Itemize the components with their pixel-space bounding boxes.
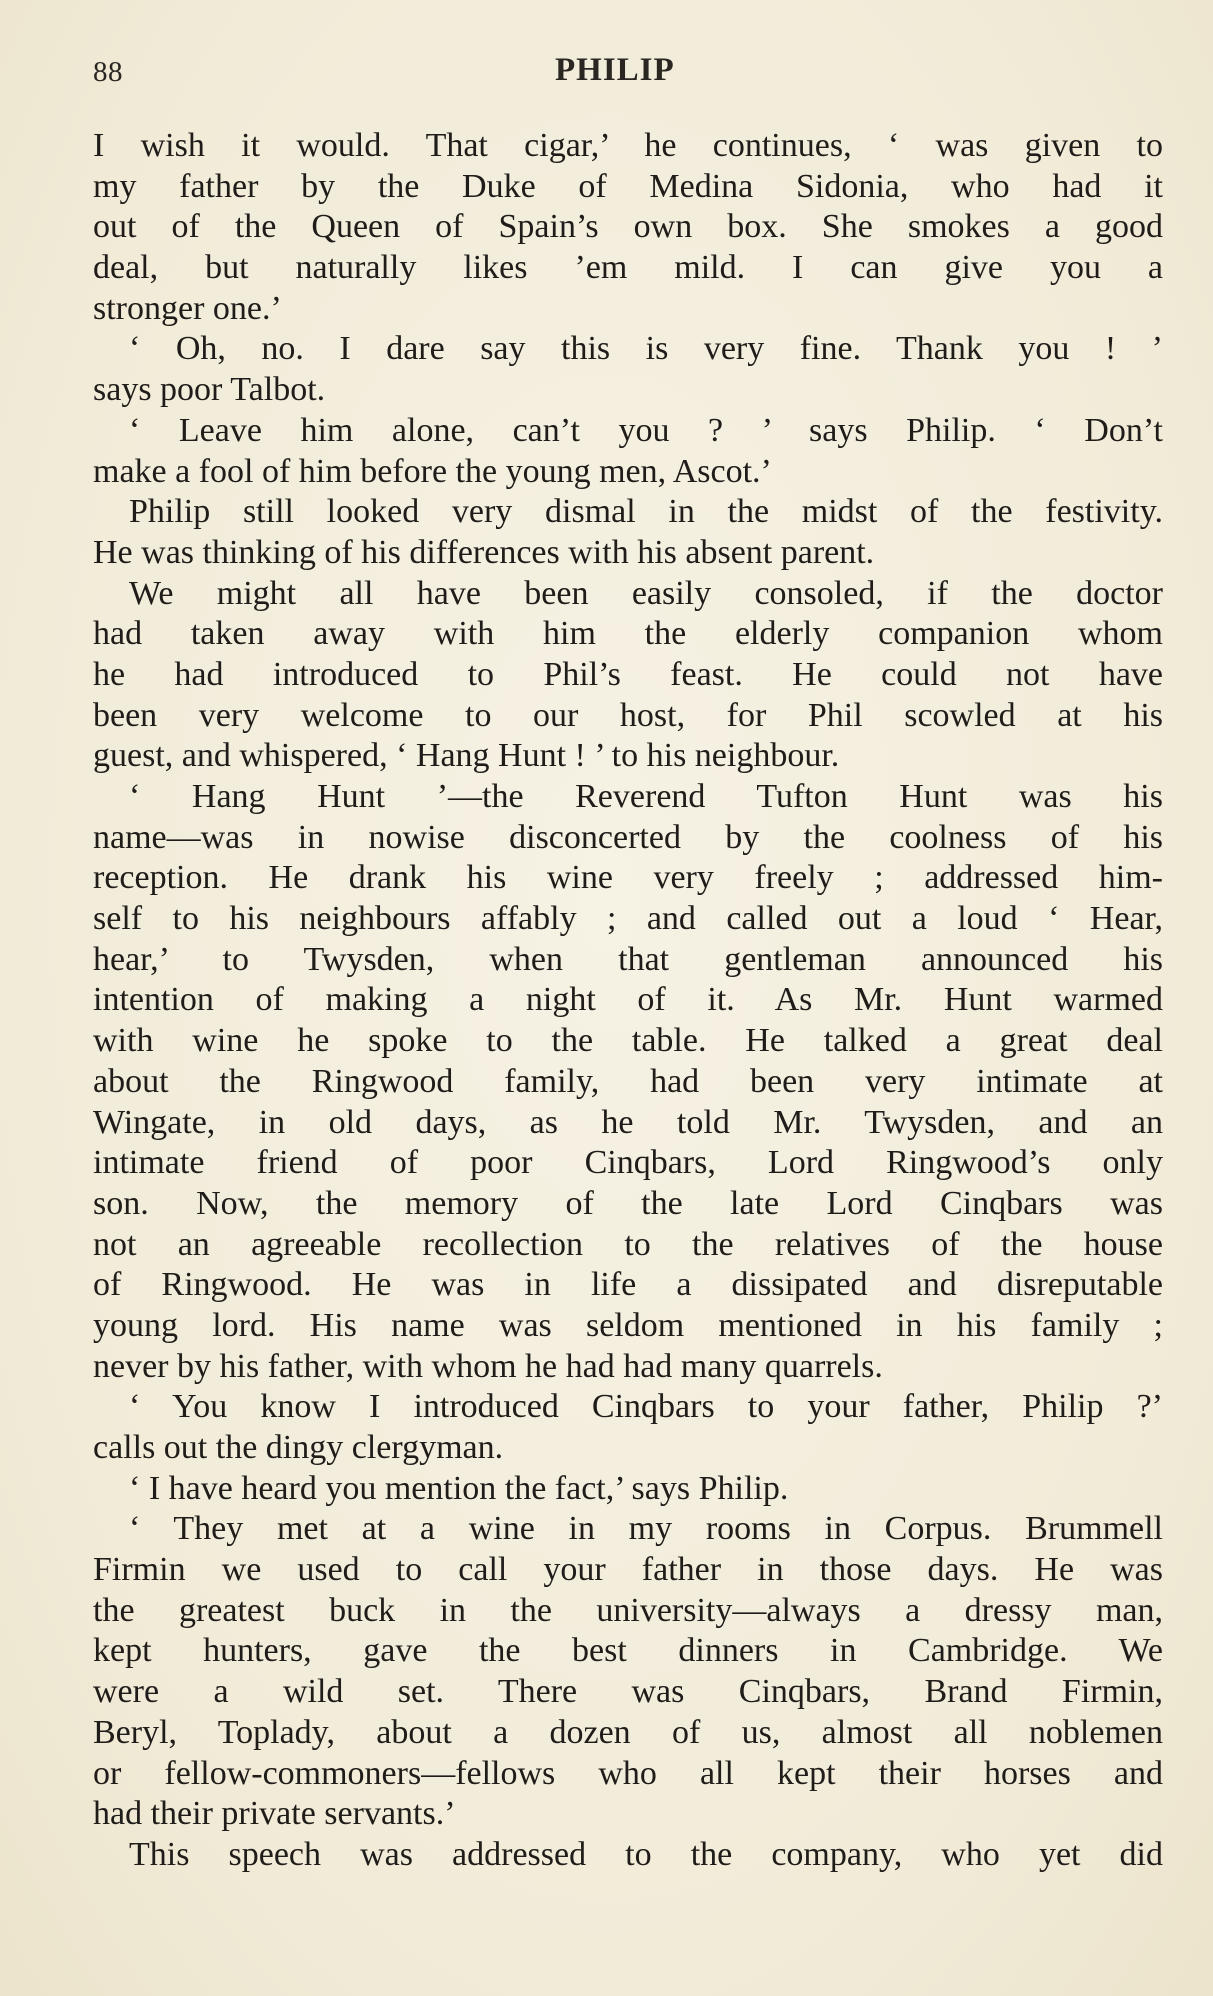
text-line: hear,’ to Twysden, when that gentleman announced his xyxy=(93,940,1163,978)
text-line: about the Ringwood family, had been very intimate at xyxy=(93,1062,1163,1100)
running-head: PHILIP xyxy=(555,52,675,88)
text-line: with wine he spoke to the table. He talked a great deal xyxy=(93,1022,1163,1060)
text-line: make a fool of him before the young men, Ascot.’ xyxy=(93,452,772,490)
text-line: Philip still looked very dismal in the midst of the festivity. xyxy=(129,493,1163,531)
text-line: ‘ Hang Hunt ’—the Reverend Tufton Hunt was his xyxy=(129,778,1163,815)
text-line: been very welcome to our host, for Phil scowled at his xyxy=(93,696,1163,734)
text-line: had their private servants.’ xyxy=(93,1795,456,1833)
text-line: This speech was addressed to the company, who yet did xyxy=(129,1835,1163,1873)
text-line: Wingate, in old days, as he told Mr. Twysden, and an xyxy=(93,1103,1163,1141)
text-line: says poor Talbot. xyxy=(93,371,326,409)
text-line: of Ringwood. He was in life a dissipated and disreputable xyxy=(93,1266,1163,1304)
text-line: never by his father, with whom he had had many quarrels. xyxy=(93,1347,883,1385)
text-line: my father by the Duke of Medina Sidonia, who had it xyxy=(93,167,1163,205)
text-line: or fellow-commoners—fellows who all kept their horses and xyxy=(93,1754,1163,1792)
page-number: 88 xyxy=(93,56,123,88)
text-line: ‘ You know I introduced Cinqbars to your father, Philip ?’ xyxy=(129,1388,1163,1426)
text-line: deal, but naturally likes ’em mild. I can give you a xyxy=(93,249,1163,287)
text-line: were a wild set. There was Cinqbars, Brand Firmin, xyxy=(93,1673,1163,1711)
text-line: ‘ Leave him alone, can’t you ? ’ says Philip. ‘ Don’t xyxy=(129,411,1163,449)
text-line: ‘ Oh, no. I dare say this is very fine. Thank you ! ’ xyxy=(129,330,1163,368)
text-line: guest, and whispered, ‘ Hang Hunt ! ’ to his neighbour. xyxy=(93,737,840,775)
text-line: had taken away with him the elderly companion whom xyxy=(93,615,1163,653)
text-line: ‘ They met at a wine in my rooms in Corpus. Brummell xyxy=(129,1510,1163,1548)
text-line: reception. He drank his wine very freely ; addressed him- xyxy=(93,859,1163,897)
text-line: intention of making a night of it. As Mr. Hunt warmed xyxy=(93,981,1163,1019)
text-line: he had introduced to Phil’s feast. He could not have xyxy=(93,655,1163,693)
text-line: I wish it would. That cigar,’ he continues, ‘ was given to xyxy=(93,127,1163,164)
text-line: We might all have been easily consoled, if the doctor xyxy=(129,574,1163,612)
page-header xyxy=(93,52,1163,96)
text-line: son. Now, the memory of the late Lord Cinqbars was xyxy=(93,1184,1163,1222)
text-line: ‘ I have heard you mention the fact,’ says Philip. xyxy=(129,1469,789,1507)
text-line: Firmin we used to call your father in those days. He was xyxy=(93,1551,1163,1589)
text-line: He was thinking of his differences with his absent parent. xyxy=(93,533,875,571)
text-line: kept hunters, gave the best dinners in Cambridge. We xyxy=(93,1632,1163,1670)
text-line: young lord. His name was seldom mentioned in his family ; xyxy=(93,1306,1163,1344)
body-text xyxy=(93,126,1163,1876)
text-line: Beryl, Toplady, about a dozen of us, almost all noblemen xyxy=(93,1713,1163,1751)
text-line: intimate friend of poor Cinqbars, Lord Ringwood’s only xyxy=(93,1144,1163,1182)
text-line: out of the Queen of Spain’s own box. She smokes a good xyxy=(93,208,1163,246)
text-line: the greatest buck in the university—always a dressy man, xyxy=(93,1591,1163,1629)
text-line: stronger one.’ xyxy=(93,289,282,327)
text-line: name—was in nowise disconcerted by the coolness of his xyxy=(93,818,1163,856)
text-line: not an agreeable recollection to the relatives of the house xyxy=(93,1225,1163,1263)
text-line: calls out the dingy clergyman. xyxy=(93,1429,504,1466)
text-line: self to his neighbours affably ; and called out a loud ‘ Hear, xyxy=(93,900,1163,938)
